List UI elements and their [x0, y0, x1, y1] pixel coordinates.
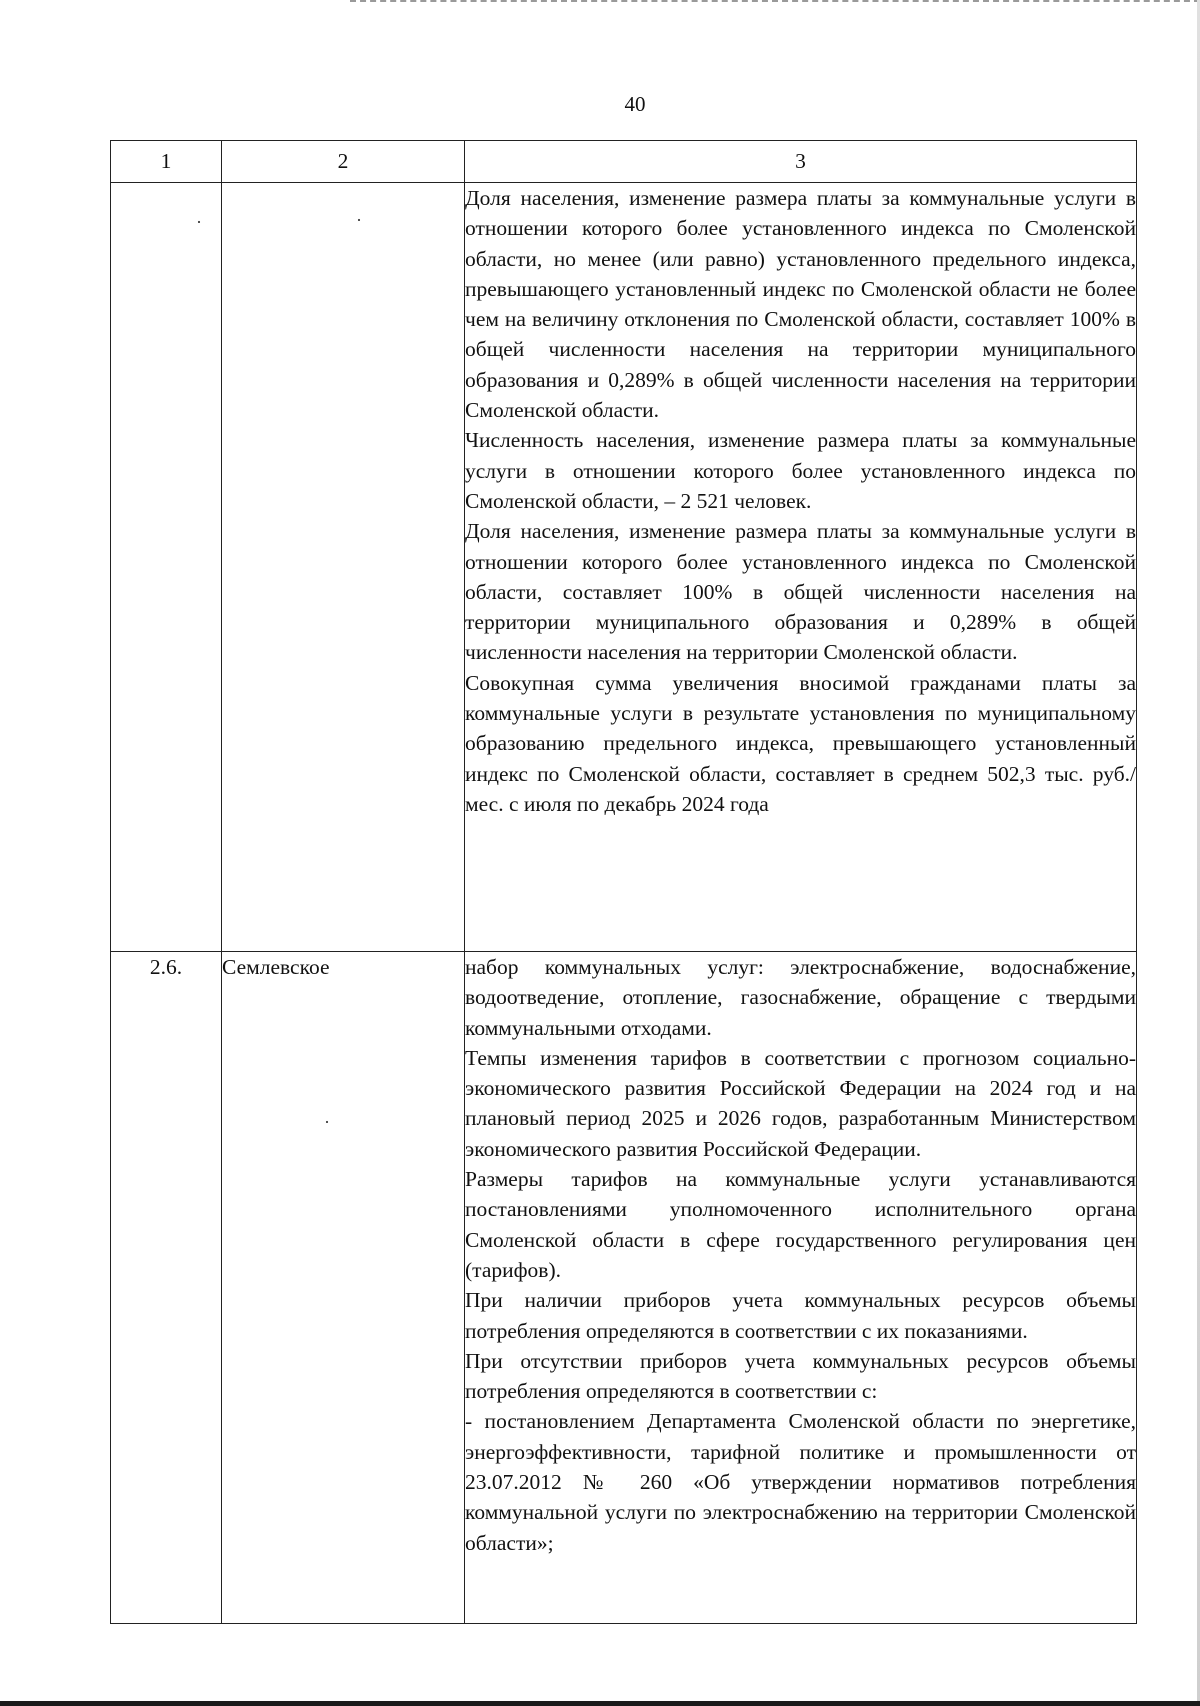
description-paragraph: Совокупная сумма увеличения вносимой гражданами платы за коммунальные услуги в результате установления по муниципальному образованию предельного индекса, превышающего установленный индекс по Смоленской области, составляет в среднем 502,3 тыс. руб./мес. с июля по декабрь 2024 года: [465, 670, 1136, 816]
description-paragraph: Размеры тарифов на коммунальные услуги устанавливаются постановлениями уполномоченного исполнительного органа Смоленской области в сфере государственного регулирования цен (тарифов).: [465, 1167, 1136, 1282]
description-paragraph: Доля населения, изменение размера платы за коммунальные услуги в отношении которого более установленного индекса по Смоленской области, но менее (или равно) установленного предельного индекса, превышающего установленный индекс по Смоленской области не более чем на величину отклонения по Смоленской области, составляет 100% в общей численности населения на территории муниципального образования и 0,289% в общей численности населения на территории Смоленской области.: [465, 186, 1136, 423]
scan-artifact-top: [350, 0, 1200, 5]
municipality-name: Семлевское: [222, 952, 465, 1624]
scan-speck: ·: [356, 210, 362, 230]
row-number: 2.6.: [111, 952, 222, 1624]
row-description: [465, 952, 1137, 1624]
page-number: 40: [624, 92, 646, 116]
description-paragraph: Численность населения, изменение размера платы за коммунальные услуги в отношении которого более установленного индекса по Смоленской области, – 2 521 человек.: [465, 428, 1136, 513]
row-number: [111, 183, 222, 952]
scan-speck: ·: [324, 1112, 330, 1132]
column-header-1: 1: [111, 141, 222, 183]
scan-speck: ·: [196, 212, 202, 232]
column-header-2: 2: [222, 141, 465, 183]
description-paragraph: - постановлением Департамента Смоленской области по энергетике, энергоэффективности, тарифной политике и промышленности от 23.07.2012 № 260 «Об утверждении нормативов потребления коммунальной услуги по электроснабжению на территории Смоленской области»;: [465, 1409, 1136, 1555]
data-table: [110, 140, 1137, 1624]
table-row: [111, 183, 1137, 952]
table-header-row: [111, 141, 1137, 183]
description-paragraph: набор коммунальных услуг: электроснабжение, водоснабжение, водоотведение, отопление, газоснабжение, обращение с твердыми коммунальными отходами.: [465, 955, 1136, 1040]
column-header-3: 3: [465, 141, 1137, 183]
description-paragraph: Доля населения, изменение размера платы за коммунальные услуги в отношении которого более установленного индекса по Смоленской области, составляет 100% в общей численности населения на территории муниципального образования и 0,289% в общей численности населения на территории Смоленской области.: [465, 519, 1136, 665]
row-description: [465, 183, 1137, 952]
description-paragraph: При отсутствии приборов учета коммунальных ресурсов объемы потребления определяются в соответствии с:: [465, 1348, 1136, 1404]
municipality-name: [222, 183, 465, 952]
description-paragraph: Темпы изменения тарифов в соответствии с прогнозом социально-экономического развития Российской Федерации на 2024 год и на плановый период 2025 и 2026 годов, разработанным Министерством экономического развития Российской Федерации.: [465, 1045, 1136, 1161]
table-row: [111, 952, 1137, 1624]
description-paragraph: При наличии приборов учета коммунальных ресурсов объемы потребления определяются в соответствии с их показаниями.: [465, 1288, 1136, 1343]
scan-artifact-bottom: [0, 1701, 1200, 1706]
